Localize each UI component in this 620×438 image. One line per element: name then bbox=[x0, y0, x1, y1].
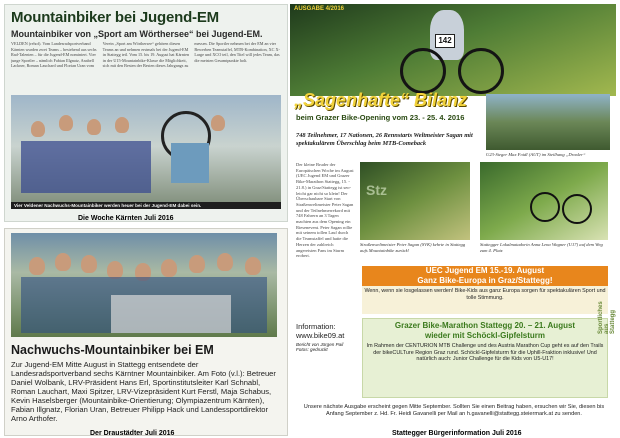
woche-photo-caption: Vier Veldener Nachwuchs-Mountainbiker werden heuer bei der Jugend-EM dabei sein. bbox=[11, 202, 281, 209]
sagan-photo: Stz bbox=[360, 162, 470, 240]
woche-source-label: Die Woche Kärnten Juli 2016 bbox=[78, 215, 174, 222]
woche-clipping bbox=[4, 4, 288, 222]
draustaedter-headline: Nachwuchs-Mountainbiker bei EM bbox=[11, 343, 214, 357]
uec-jugend-em-box bbox=[362, 266, 608, 314]
woche-headline: Mountainbiker bei Jugend-EM bbox=[11, 9, 219, 26]
article-body: Der kleine Bruder der Europäischen Woche im August (UEC Jugend EM und Grazer Bike-Marathon Stattegg, 15. - 21.8.) in Graz/Stattegg ist seo-leicht gar nicht so klein! Der Überschaubare Start von Straßenweltmeister Peter Sagan und der Teilnehmerrekord mit 748 Fahrern an 3 Tagen machten aus dem Opening ein Riesenevent. Peter Sagan rollte mit seinem tollen Lauf durch die Teamstaffel und hatte die Herzen der zahlreich angereisten Fans im Sturm erobert. bbox=[296, 162, 354, 259]
bib-number: 142 bbox=[435, 34, 455, 48]
stattegg-source-label: Stattegger Bürgerinformation Juli 2016 bbox=[392, 430, 522, 437]
information-label: Information: bbox=[296, 322, 336, 331]
article-subtitle: beim Grazer Bike-Opening vom 23. - 25. 4. 2016 bbox=[296, 113, 465, 122]
uec-box-title: UEC Jugend EM 15.-19. August bbox=[362, 266, 608, 276]
issue-label: AUSGABE 4/2016 bbox=[294, 6, 345, 12]
woche-body: VELDEN (rehof). Vom Landesradsportverband Kärnten wurden zwei Teams – bestehend aus sechs Rad-Talenten – für die Jugend-EM nominiert. Vier junge Sportler – nämlich Fabian Illgnatz, Anabell Lackner, Roman Lauchard und Florian Uran vom Verein „Sport am Wörthersee“ gehören diesen Teams an und nehmen erstmals bei der Jugend-EM in Stattegg teil. Vom 15. bis 19. August hat Kärnten in der U15-Mountainbike-Klasse die Möglichkeit, sich mit den Besten der Besten dieses Jahrgangs zu messen. Die Sportler nehmen bei der EM an vier Bewerben Teamstaffel, MTB-Kombination, XC X-Large und XCO teil, den Titel will jedes Team, das die meisten Gesamtpunkte holt. bbox=[11, 41, 280, 69]
hero-rider-photo bbox=[290, 4, 616, 96]
stattegg-magazine-page bbox=[290, 4, 616, 434]
uec-box-title-2: Ganz Bike-Europa in Graz/Stattegg! bbox=[362, 276, 608, 286]
foidl-caption: U23-Sieger Max Foidl (AUT) im Steilhang „Draxler“ bbox=[486, 152, 586, 157]
draustaedter-group-photo bbox=[11, 233, 277, 337]
marathon-box-title: Grazer Bike-Marathon Stattegg 20. – 21. August bbox=[394, 321, 576, 330]
woche-subhead: Mountainbiker von „Sport am Wörthersee“ bei Jugend-EM. bbox=[11, 29, 263, 39]
bike-marathon-box bbox=[362, 318, 608, 398]
photos-by: Fotos: gedruckt bbox=[296, 347, 328, 352]
information-block bbox=[296, 322, 344, 352]
woche-team-photo bbox=[11, 95, 281, 209]
wagner-caption: Stattegger Lokalmatadorin Anna Lena Wagner (U17) auf dem Weg zum 4. Platz bbox=[480, 242, 603, 253]
uec-box-body: Wenn, wenn sie losgelassen werden! Bike-Kids aus ganz Europa sorgen für spektakulären Sport und tolle Stimmung. bbox=[364, 288, 606, 301]
article-lead: 748 Teilnehmer, 17 Nationen, 26 Rennstarts Weltmeister Sagan mit spektakulärem Überschlag beim MTB-Comeback bbox=[296, 132, 473, 147]
marathon-box-body: Im Rahmen der CENTURION MTB Challenge und des Austria Marathon Cup geht es auf den Trails der bikeCULTure Region Graz rund. Schöckl-Gipfelsturm für die Uphill-Fraktion inklusive! Und natürlich auch: Junior Challenge für die Kids von U5-U17! bbox=[366, 343, 604, 363]
side-vertical-label: Sportliches aus Stattegg bbox=[598, 301, 616, 334]
marathon-box-title-2: wieder mit Schöckl-Gipfelsturm bbox=[424, 331, 546, 340]
report-by: Bericht von Jürgen Pail bbox=[296, 342, 344, 347]
draustaedter-clipping bbox=[4, 228, 288, 436]
information-url[interactable]: www.bike09.at bbox=[296, 331, 345, 340]
wagner-photo bbox=[480, 162, 608, 240]
foidl-photo bbox=[486, 94, 610, 150]
next-issue-note: Unsere nächste Ausgabe erscheint gegen Mitte September. Sollten Sie einen Beitrag haben, ersuchen wir Sie, diesen bis Anfang September z. Hd. Fr. Heidi Gavanelli per Mail an h.gavanelli@stattegg.steiermark.at zu senden. bbox=[303, 404, 605, 417]
draustaedter-body: Zur Jugend-EM Mitte August in Stattegg entsendete der Landesradsportverband sechs Kärntner Mountainbiker. Am Foto (v.l.): Betreuer Daniel Wolbank, LRV-Präsident Hans Erl, Sportinstitutsleiter Karl Schnabl, Roman Lauchart, Maxi Spitzer, LRV-Vizepräsident Kurt Ferstl, Maja Schabus, Kevin Haselsberger (Mountainbike-Orientierung; Olympiazentrum Kärnten), Fabian Illgnatz, Florian Uran, Betreuer Philipp Hack und Landessportdirektor Arno Arthofer. bbox=[11, 360, 276, 423]
sagan-caption: Straßenweltmeister Peter Sagan (SVK) kehrte in Stattegg aufs Mountainbike zurück! bbox=[360, 242, 466, 253]
article-title: „Sagenhafte“ Bilanz bbox=[294, 90, 468, 110]
draustaedter-source-label: Der Draustädter Juli 2016 bbox=[90, 430, 175, 437]
